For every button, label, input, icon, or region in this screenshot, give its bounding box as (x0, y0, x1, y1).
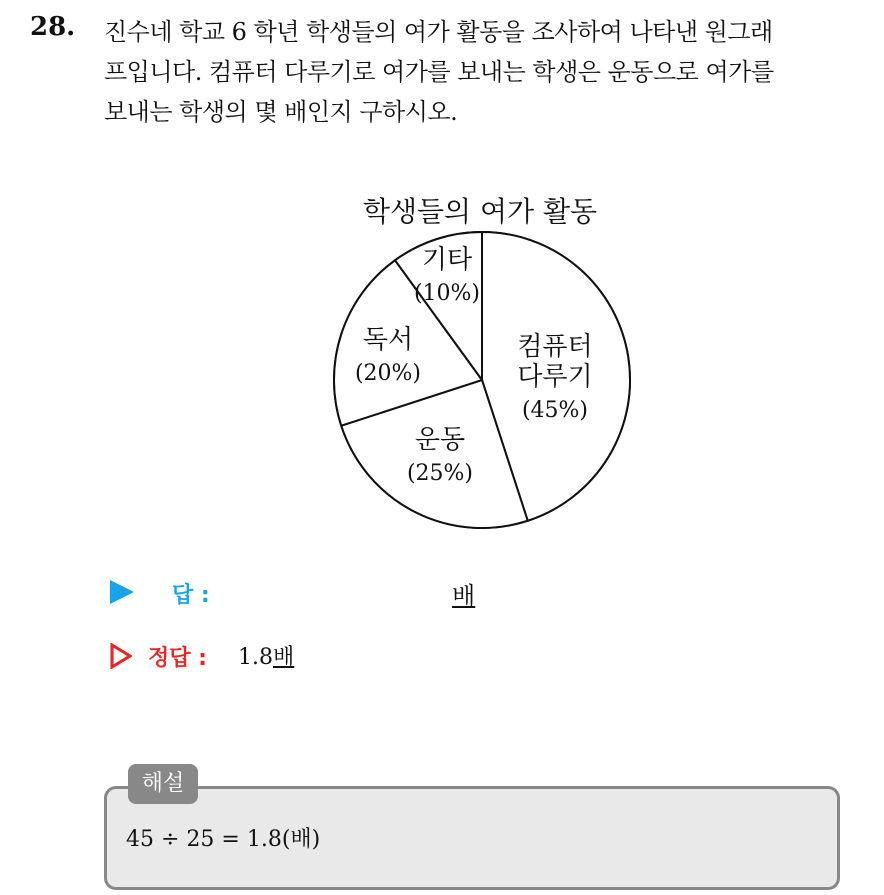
explanation-text: 45 ÷ 25 = 1.8(배) (126, 827, 321, 852)
pie-slice-label: 운동 (414, 425, 466, 455)
pie-slice-percent: (10%) (413, 281, 481, 306)
correct-unit: 배 (273, 645, 295, 670)
pie-slice-percent: (20%) (354, 361, 422, 386)
pie-slice-label: 기타 (421, 245, 473, 275)
question-line-2: 프입니다. 컴퓨터 다루기로 여가를 보내는 학생은 운동으로 여가를 (104, 58, 774, 86)
question-line-1: 진수네 학교 6 학년 학생들의 여가 활동을 조사하여 나타낸 원그래 (104, 18, 773, 46)
answer-row (110, 572, 610, 612)
correct-number: 1.8 (238, 645, 273, 670)
pie-slice-percent: (25%) (406, 461, 474, 486)
correct-arrow-icon (110, 643, 132, 669)
answer-label: 답 : (172, 583, 210, 608)
correct-label: 정답 : (148, 646, 207, 671)
question-line-3: 보내는 학생의 몇 배인지 구하시오. (104, 98, 458, 126)
pie-slice-percent: (45%) (521, 398, 589, 423)
pie-slice-label: 컴퓨터 (517, 332, 593, 362)
answer-arrow-icon (110, 580, 134, 604)
correct-value (238, 640, 294, 671)
chart-title: 학생들의 여가 활동 (362, 195, 598, 228)
pie-slice-label: 다루기 (517, 362, 593, 392)
pie-slice-label: 독서 (362, 325, 414, 355)
correct-answer-row (110, 636, 610, 676)
answer-unit: 배 (452, 582, 476, 610)
explanation-tag: 해설 (128, 764, 198, 804)
question-number: 28. (30, 12, 76, 42)
